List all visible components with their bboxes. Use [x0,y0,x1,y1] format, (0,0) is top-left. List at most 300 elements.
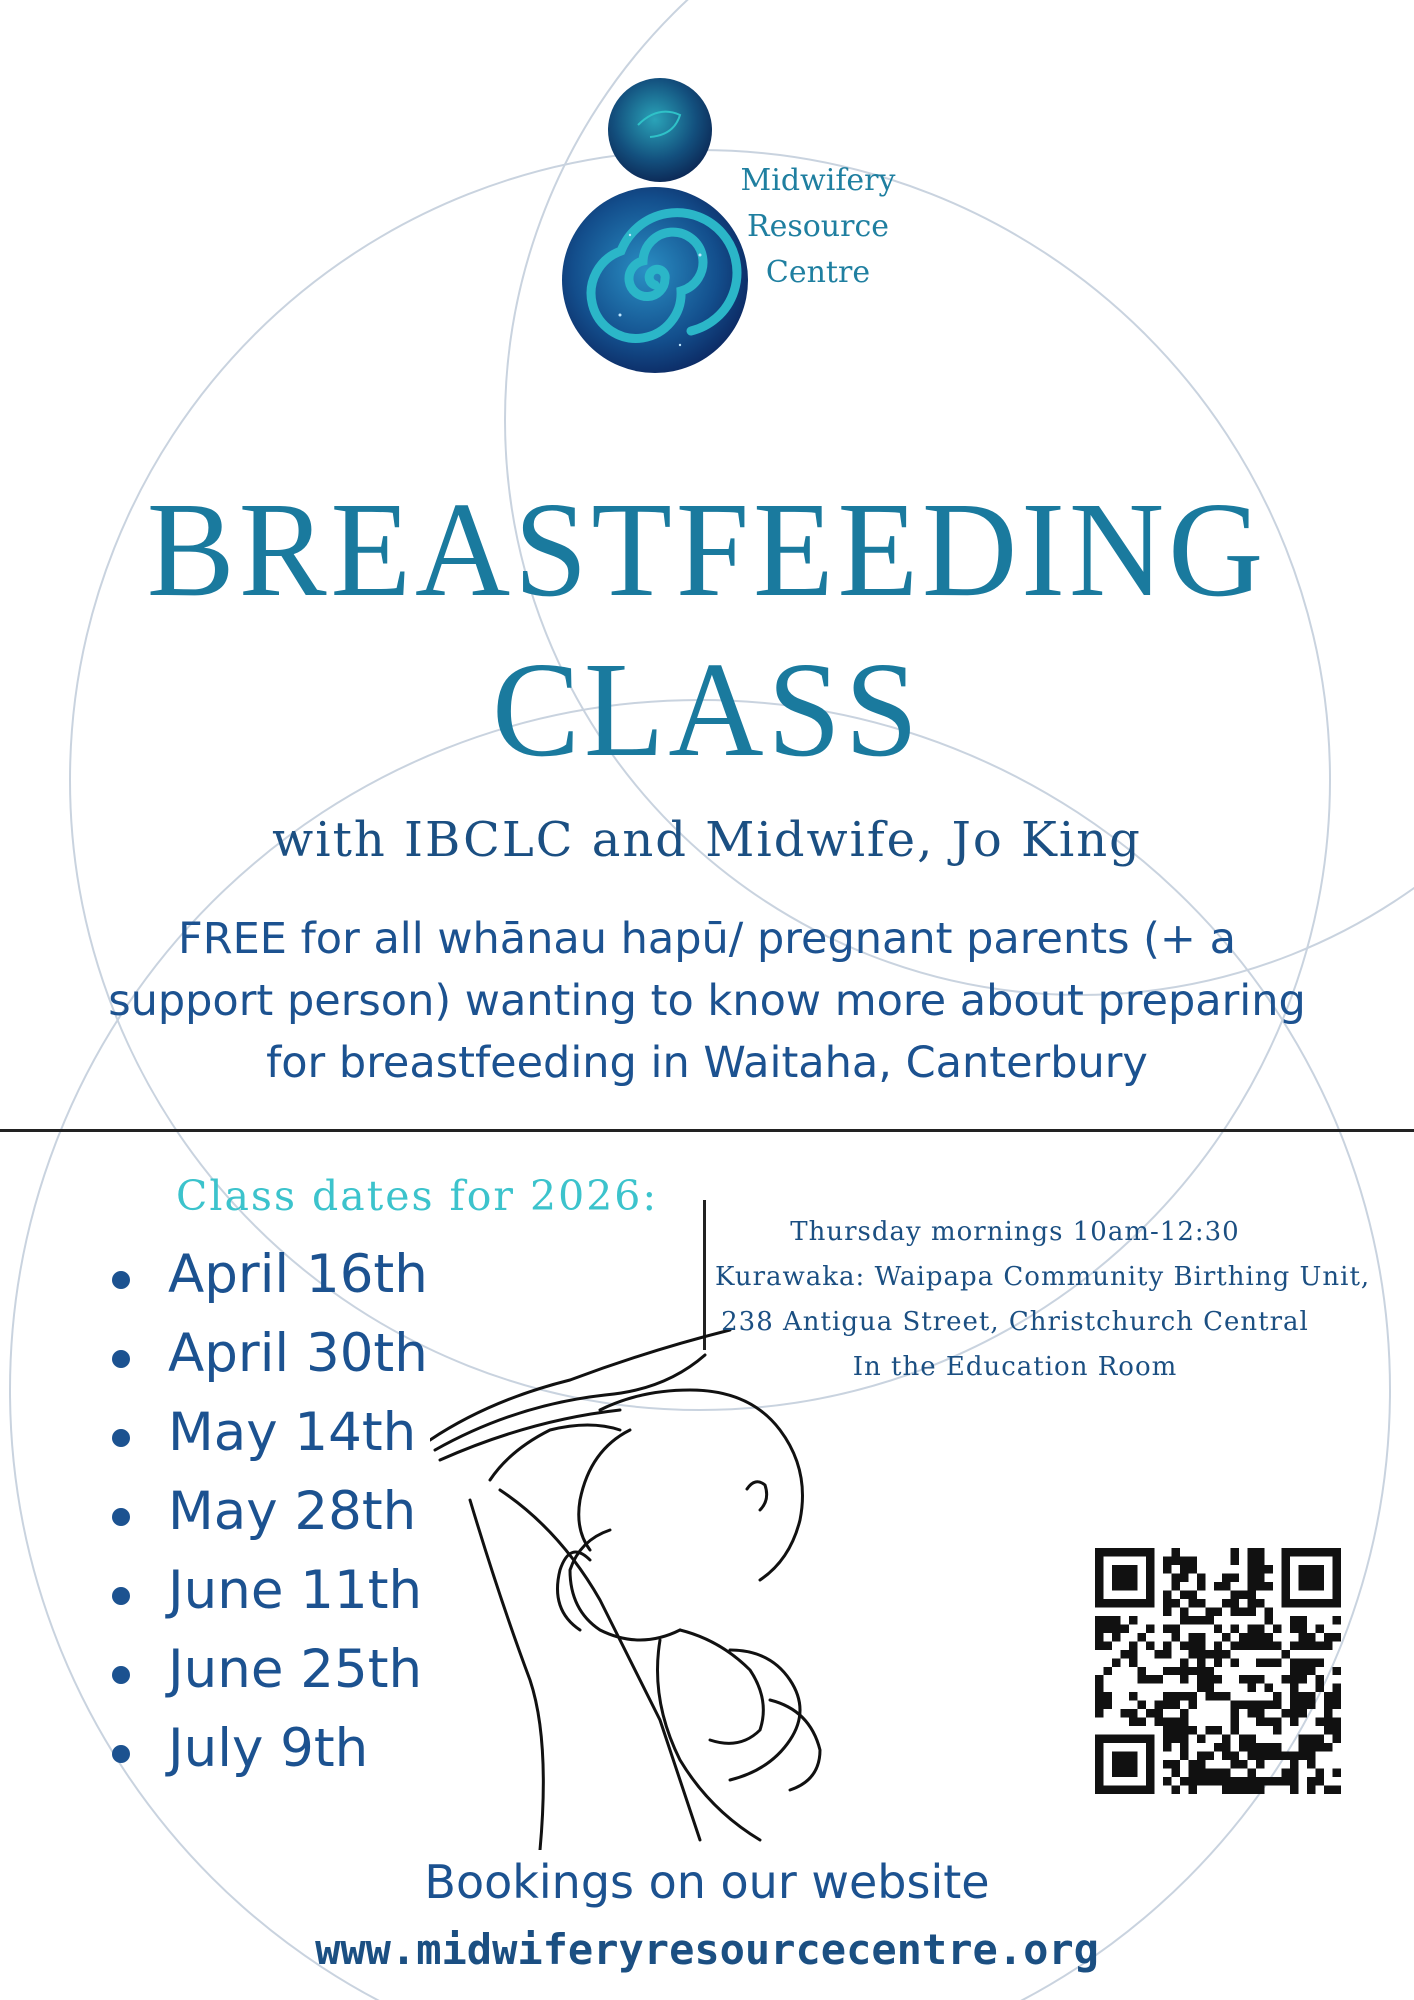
qr-module [1248,1573,1256,1581]
qr-module [1299,1658,1307,1666]
qr-module [1231,1786,1239,1794]
qr-module [1231,1658,1239,1666]
qr-module [1112,1786,1120,1794]
qr-module [1316,1641,1324,1649]
qr-module [1231,1760,1239,1768]
qr-module [1316,1599,1324,1607]
qr-module [1095,1692,1103,1700]
qr-module [1256,1573,1264,1581]
qr-module [1299,1573,1307,1581]
qr-module [1333,1667,1341,1675]
qr-module [1112,1548,1120,1556]
qr-module [1307,1633,1315,1641]
qr-module [1222,1599,1230,1607]
qr-module [1307,1786,1315,1794]
qr-module [1299,1565,1307,1573]
qr-module [1282,1769,1290,1777]
qr-module [1273,1641,1281,1649]
qr-module [1324,1786,1332,1794]
qr-module [1137,1786,1145,1794]
qr-module [1180,1735,1188,1743]
details-venue: Kurawaka: Waipapa Community Birthing Unit, [715,1262,1371,1292]
qr-module [1299,1752,1307,1760]
qr-module [1163,1735,1171,1743]
qr-module [1248,1590,1256,1598]
qr-module [1239,1633,1247,1641]
qr-module [1307,1548,1315,1556]
qr-code-icon [1095,1548,1341,1794]
qr-module [1188,1590,1196,1598]
qr-module [1248,1786,1256,1794]
qr-module [1333,1590,1341,1598]
qr-module [1112,1582,1120,1590]
date-item: May 28th [110,1475,428,1554]
qr-module [1103,1599,1111,1607]
qr-module [1095,1590,1103,1598]
qr-module [1137,1633,1145,1641]
qr-module [1265,1565,1273,1573]
qr-module [1231,1701,1239,1709]
qr-module [1129,1718,1137,1726]
qr-module [1129,1641,1137,1649]
qr-module [1205,1769,1213,1777]
qr-module [1290,1718,1298,1726]
qr-module [1197,1675,1205,1683]
spiral-circles-logo-icon [560,75,750,395]
qr-module [1129,1658,1137,1666]
qr-module [1197,1769,1205,1777]
qr-module [1129,1760,1137,1768]
qr-module [1137,1735,1145,1743]
qr-module [1214,1658,1222,1666]
qr-module [1180,1658,1188,1666]
qr-module [1197,1599,1205,1607]
qr-module [1180,1616,1188,1624]
qr-module [1205,1777,1213,1785]
details-time: Thursday mornings 10am-12:30 [790,1217,1240,1247]
qr-module [1188,1726,1196,1734]
qr-module [1248,1641,1256,1649]
qr-module [1163,1556,1171,1564]
qr-module [1197,1650,1205,1658]
qr-module [1188,1633,1196,1641]
qr-module [1265,1777,1273,1785]
qr-module [1333,1726,1341,1734]
qr-module [1205,1616,1213,1624]
qr-module [1231,1641,1239,1649]
qr-module [1248,1633,1256,1641]
qr-module [1197,1633,1205,1641]
qr-module [1197,1667,1205,1675]
qr-module [1095,1743,1103,1751]
qr-module [1333,1599,1341,1607]
qr-module [1197,1752,1205,1760]
qr-module [1248,1701,1256,1709]
qr-module [1290,1760,1298,1768]
qr-module [1180,1752,1188,1760]
qr-module [1307,1565,1315,1573]
qr-module [1333,1565,1341,1573]
qr-module [1231,1726,1239,1734]
qr-module [1180,1709,1188,1717]
qr-module [1239,1743,1247,1751]
qr-module [1222,1582,1230,1590]
qr-module [1248,1769,1256,1777]
qr-module [1163,1590,1171,1598]
qr-module [1095,1565,1103,1573]
qr-module [1120,1565,1128,1573]
qr-module [1256,1709,1264,1717]
qr-module [1290,1658,1298,1666]
qr-module [1095,1624,1103,1632]
qr-module [1095,1786,1103,1794]
qr-module [1214,1650,1222,1658]
qr-module [1214,1624,1222,1632]
details-room: In the Education Room [852,1352,1178,1382]
qr-module [1180,1573,1188,1581]
qr-module [1256,1548,1264,1556]
qr-module [1273,1692,1281,1700]
qr-module [1095,1641,1103,1649]
qr-module [1205,1684,1213,1692]
qr-module [1214,1641,1222,1649]
qr-module [1324,1743,1332,1751]
qr-module [1095,1573,1103,1581]
qr-module [1112,1769,1120,1777]
qr-module [1171,1726,1179,1734]
qr-module [1146,1599,1154,1607]
qr-module [1256,1599,1264,1607]
qr-module [1171,1769,1179,1777]
qr-module [1103,1786,1111,1794]
qr-module [1290,1709,1298,1717]
qr-module [1180,1718,1188,1726]
qr-module [1299,1743,1307,1751]
qr-module [1103,1701,1111,1709]
qr-module [1282,1565,1290,1573]
qr-module [1265,1743,1273,1751]
qr-module [1265,1616,1273,1624]
qr-module [1146,1624,1154,1632]
qr-module [1333,1548,1341,1556]
qr-module [1129,1735,1137,1743]
qr-module [1163,1760,1171,1768]
vertical-divider [703,1200,706,1350]
qr-module [1248,1624,1256,1632]
qr-module [1231,1548,1239,1556]
qr-module [1248,1684,1256,1692]
qr-module [1137,1701,1145,1709]
qr-module [1095,1599,1103,1607]
qr-module [1163,1718,1171,1726]
qr-module [1197,1684,1205,1692]
qr-module [1316,1624,1324,1632]
qr-module [1180,1743,1188,1751]
qr-module [1214,1607,1222,1615]
qr-module [1095,1684,1103,1692]
qr-module [1171,1633,1179,1641]
qr-module [1324,1548,1332,1556]
qr-module [1146,1590,1154,1598]
qr-module [1290,1548,1298,1556]
subtitle: with IBCLC and Midwife, Jo King [272,812,1142,868]
qr-module [1239,1760,1247,1768]
qr-module [1095,1769,1103,1777]
qr-module [1290,1684,1298,1692]
qr-module [1197,1658,1205,1666]
qr-module [1316,1582,1324,1590]
website-link[interactable]: www.midwiferyresourcecentre.org [315,1925,1099,1974]
qr-module [1273,1752,1281,1760]
qr-module [1333,1556,1341,1564]
date-item: July 9th [110,1712,428,1791]
qr-module [1239,1786,1247,1794]
qr-module [1316,1684,1324,1692]
breastfeeding-line-art-icon [430,1330,950,1850]
qr-module [1307,1658,1315,1666]
qr-module [1307,1573,1315,1581]
qr-module [1248,1565,1256,1573]
qr-module [1316,1573,1324,1581]
qr-module [1180,1667,1188,1675]
qr-module [1197,1582,1205,1590]
qr-module [1205,1675,1213,1683]
qr-module [1282,1590,1290,1598]
qr-module [1222,1692,1230,1700]
qr-module [1129,1565,1137,1573]
qr-module [1248,1548,1256,1556]
qr-module [1129,1786,1137,1794]
qr-module [1129,1752,1137,1760]
qr-module [1307,1735,1315,1743]
qr-module [1256,1624,1264,1632]
qr-module [1163,1777,1171,1785]
qr-module [1231,1607,1239,1615]
qr-module [1231,1777,1239,1785]
qr-module [1239,1675,1247,1683]
qr-module [1103,1641,1111,1649]
date-item: April 30th [110,1317,428,1396]
qr-module [1180,1692,1188,1700]
qr-module [1282,1599,1290,1607]
qr-module [1120,1573,1128,1581]
qr-module [1171,1786,1179,1794]
qr-module [1256,1786,1264,1794]
qr-module [1095,1675,1103,1683]
qr-module [1248,1709,1256,1717]
qr-module [1137,1675,1145,1683]
qr-module [1197,1641,1205,1649]
qr-module [1273,1658,1281,1666]
qr-module [1256,1633,1264,1641]
qr-module [1197,1760,1205,1768]
qr-module [1120,1599,1128,1607]
qr-module [1239,1590,1247,1598]
qr-module [1095,1548,1103,1556]
qr-module [1137,1718,1145,1726]
qr-module [1265,1718,1273,1726]
qr-module [1333,1718,1341,1726]
description: FREE for all whānau hapū/ pregnant parents (+ a support person) wanting to know more about preparing for breastfeeding in Waitaha, Canterbury [108,914,1306,1088]
qr-module [1248,1735,1256,1743]
qr-module [1163,1641,1171,1649]
qr-module [1171,1735,1179,1743]
date-item: May 14th [110,1396,428,1475]
qr-module [1205,1752,1213,1760]
qr-module [1146,1641,1154,1649]
qr-module [1222,1650,1230,1658]
qr-module [1231,1599,1239,1607]
qr-module [1324,1692,1332,1700]
qr-module [1316,1777,1324,1785]
qr-module [1180,1777,1188,1785]
qr-module [1120,1709,1128,1717]
class-dates-heading: Class dates for 2026: [176,1172,659,1220]
qr-module [1146,1786,1154,1794]
qr-module [1103,1624,1111,1632]
date-item: April 16th [110,1238,428,1317]
qr-module [1316,1743,1324,1751]
qr-module [1324,1718,1332,1726]
qr-module [1316,1718,1324,1726]
qr-module [1282,1777,1290,1785]
qr-module [1231,1624,1239,1632]
qr-module [1214,1769,1222,1777]
qr-module [1129,1650,1137,1658]
qr-module [1171,1573,1179,1581]
page-title [21,470,1393,790]
qr-module [1137,1599,1145,1607]
qr-module [1163,1607,1171,1615]
qr-module [1299,1709,1307,1717]
qr-module [1129,1599,1137,1607]
qr-module [1265,1752,1273,1760]
qr-module [1307,1701,1315,1709]
title-line-1: BREASTFEEDING [146,475,1268,625]
qr-module [1290,1616,1298,1624]
qr-module [1290,1701,1298,1709]
qr-module [1120,1752,1128,1760]
qr-module [1188,1599,1196,1607]
qr-module [1273,1777,1281,1785]
qr-module [1307,1667,1315,1675]
qr-module [1248,1675,1256,1683]
qr-module [1307,1760,1315,1768]
qr-module [1248,1752,1256,1760]
qr-module [1163,1624,1171,1632]
qr-module [1171,1624,1179,1632]
qr-module [1256,1556,1264,1564]
qr-module [1103,1735,1111,1743]
qr-module [1324,1701,1332,1709]
qr-module [1188,1616,1196,1624]
qr-module [1307,1752,1315,1760]
qr-module [1154,1701,1162,1709]
qr-module [1222,1769,1230,1777]
qr-module [1282,1650,1290,1658]
qr-module [1103,1548,1111,1556]
qr-module [1299,1616,1307,1624]
qr-module [1120,1548,1128,1556]
qr-module [1137,1667,1145,1675]
qr-module [1265,1607,1273,1615]
qr-module [1256,1658,1264,1666]
qr-module [1154,1709,1162,1717]
qr-module [1171,1701,1179,1709]
logo-line-3: Centre [765,255,871,290]
logo-line-1: Midwifery [740,163,896,198]
qr-module [1188,1777,1196,1785]
qr-module [1282,1709,1290,1717]
qr-module [1299,1701,1307,1709]
qr-module [1095,1633,1103,1641]
qr-module [1112,1565,1120,1573]
qr-module [1095,1582,1103,1590]
qr-module [1112,1573,1120,1581]
qr-module [1333,1582,1341,1590]
qr-module [1180,1641,1188,1649]
qr-module [1095,1760,1103,1768]
qr-module [1129,1582,1137,1590]
qr-module [1299,1675,1307,1683]
qr-module [1120,1735,1128,1743]
qr-module [1290,1692,1298,1700]
qr-module [1265,1641,1273,1649]
logo-wordmark [728,158,908,296]
qr-module [1299,1692,1307,1700]
qr-module [1248,1743,1256,1751]
qr-module [1171,1556,1179,1564]
qr-module [1180,1726,1188,1734]
qr-module [1231,1556,1239,1564]
qr-module [1333,1769,1341,1777]
qr-module [1171,1599,1179,1607]
qr-module [1146,1777,1154,1785]
qr-module [1222,1743,1230,1751]
qr-module [1333,1735,1341,1743]
qr-module [1333,1684,1341,1692]
qr-module [1324,1599,1332,1607]
qr-module [1197,1573,1205,1581]
qr-module [1112,1735,1120,1743]
qr-module [1299,1582,1307,1590]
qr-module [1299,1624,1307,1632]
qr-module [1154,1675,1162,1683]
qr-module [1129,1709,1137,1717]
qr-module [1265,1658,1273,1666]
qr-module [1205,1607,1213,1615]
qr-module [1231,1590,1239,1598]
qr-module [1333,1633,1341,1641]
qr-module [1112,1752,1120,1760]
qr-module [1171,1548,1179,1556]
qr-module [1256,1582,1264,1590]
qr-module [1146,1743,1154,1751]
qr-module [1205,1667,1213,1675]
qr-module [1333,1573,1341,1581]
qr-module [1282,1556,1290,1564]
qr-module [1171,1582,1179,1590]
qr-module [1171,1760,1179,1768]
qr-module [1307,1692,1315,1700]
qr-module [1324,1633,1332,1641]
qr-module [1171,1667,1179,1675]
qr-module [1146,1573,1154,1581]
qr-module [1171,1718,1179,1726]
qr-module [1146,1582,1154,1590]
qr-module [1290,1599,1298,1607]
qr-module [1222,1752,1230,1760]
